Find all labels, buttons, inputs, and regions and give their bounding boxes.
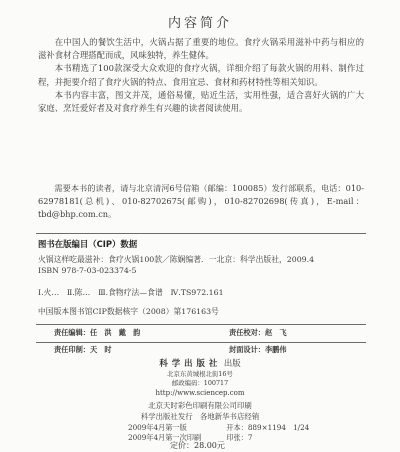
summary-paragraph: 本书内容丰富，图文并茂，通俗易懂，贴近生活，实用性强，适合喜好火锅的广大家庭、烹饪爱好者及对食疗养生有兴趣的读者阅读使用。 (38, 89, 364, 114)
edition-date: 2009年4月第一版 (128, 423, 187, 432)
divider (36, 233, 366, 234)
book-price: 定价：28.00元 (170, 441, 225, 450)
sheet-count: 印张：7 (226, 433, 253, 442)
publisher-suffix: 出版 (223, 358, 241, 368)
publisher-address: 北京东黄城根北街16号 (167, 370, 233, 378)
cip-heading: 图书在版编目（CIP）数据 (38, 239, 138, 249)
contact-note: 需要本书的读者，请与北京清河6号信箱（邮编：100085）发行部联系，电话：010-62978181(总机)、010-82702675(邮购)，010-82702698(传真)，E-mail：tbd@bhp.com.cn。 (38, 183, 364, 219)
publisher-name: 科学出版社 (159, 358, 222, 368)
book-format: 开本：889×1194 1/24 (226, 423, 310, 432)
cip-isbn: ISBN 978-7-03-023374-5 (38, 266, 137, 275)
responsible-proofreader: 责任校对：赵 飞 (229, 328, 287, 337)
cip-subjects: Ⅰ.火… Ⅱ.陈… Ⅲ.食物疗法—食谱 Ⅳ.TS972.161 (38, 288, 224, 297)
printing-date: 2009年4月第一次印刷 (128, 433, 202, 442)
responsible-editor: 责任编辑：任 洪 戴 韵 (54, 328, 141, 337)
divider (36, 324, 366, 325)
divider (36, 342, 366, 343)
publisher-postcode: 邮政编码：100717 (171, 379, 229, 387)
page-title: 内容简介 (167, 16, 232, 31)
summary-section (38, 36, 364, 115)
summary-paragraph: 本书精选了100款深受大众欢迎的食疗火锅，详细介绍了每款火锅的用料、制作过程，并扼要介绍了食疗火锅的特点、食用宜忌、食材和药材特性等相关知识。 (38, 63, 364, 87)
summary-paragraph: 在中国人的餐饮生活中，火锅占据了重要的地位。食疗火锅采用滋补中药与相应的滋补食材合理搭配而成，风味独特，养生健体。 (38, 37, 364, 61)
publisher-website: http://www.sciencep.com (155, 389, 245, 397)
responsible-printing: 责任印制：天 时 (54, 345, 112, 354)
cover-designer: 封面设计：李鹏伟 (229, 345, 287, 354)
distribution-line: 科学出版社发行 各地新华书店经销 (140, 412, 260, 421)
price-row (128, 443, 368, 452)
printer-line: 北京天时彩色印刷有限公司印刷 (148, 401, 252, 410)
publisher-line (0, 357, 400, 369)
cip-record-number: 中国版本图书馆CIP数据核字（2008）第176163号 (38, 307, 219, 316)
edition-row (128, 423, 368, 433)
printing-row (128, 433, 368, 443)
cip-title-line: 火锅这样吃最滋补：食疗火锅100款／陈娴编著．一北京：科学出版社，2009.4 (38, 255, 315, 264)
